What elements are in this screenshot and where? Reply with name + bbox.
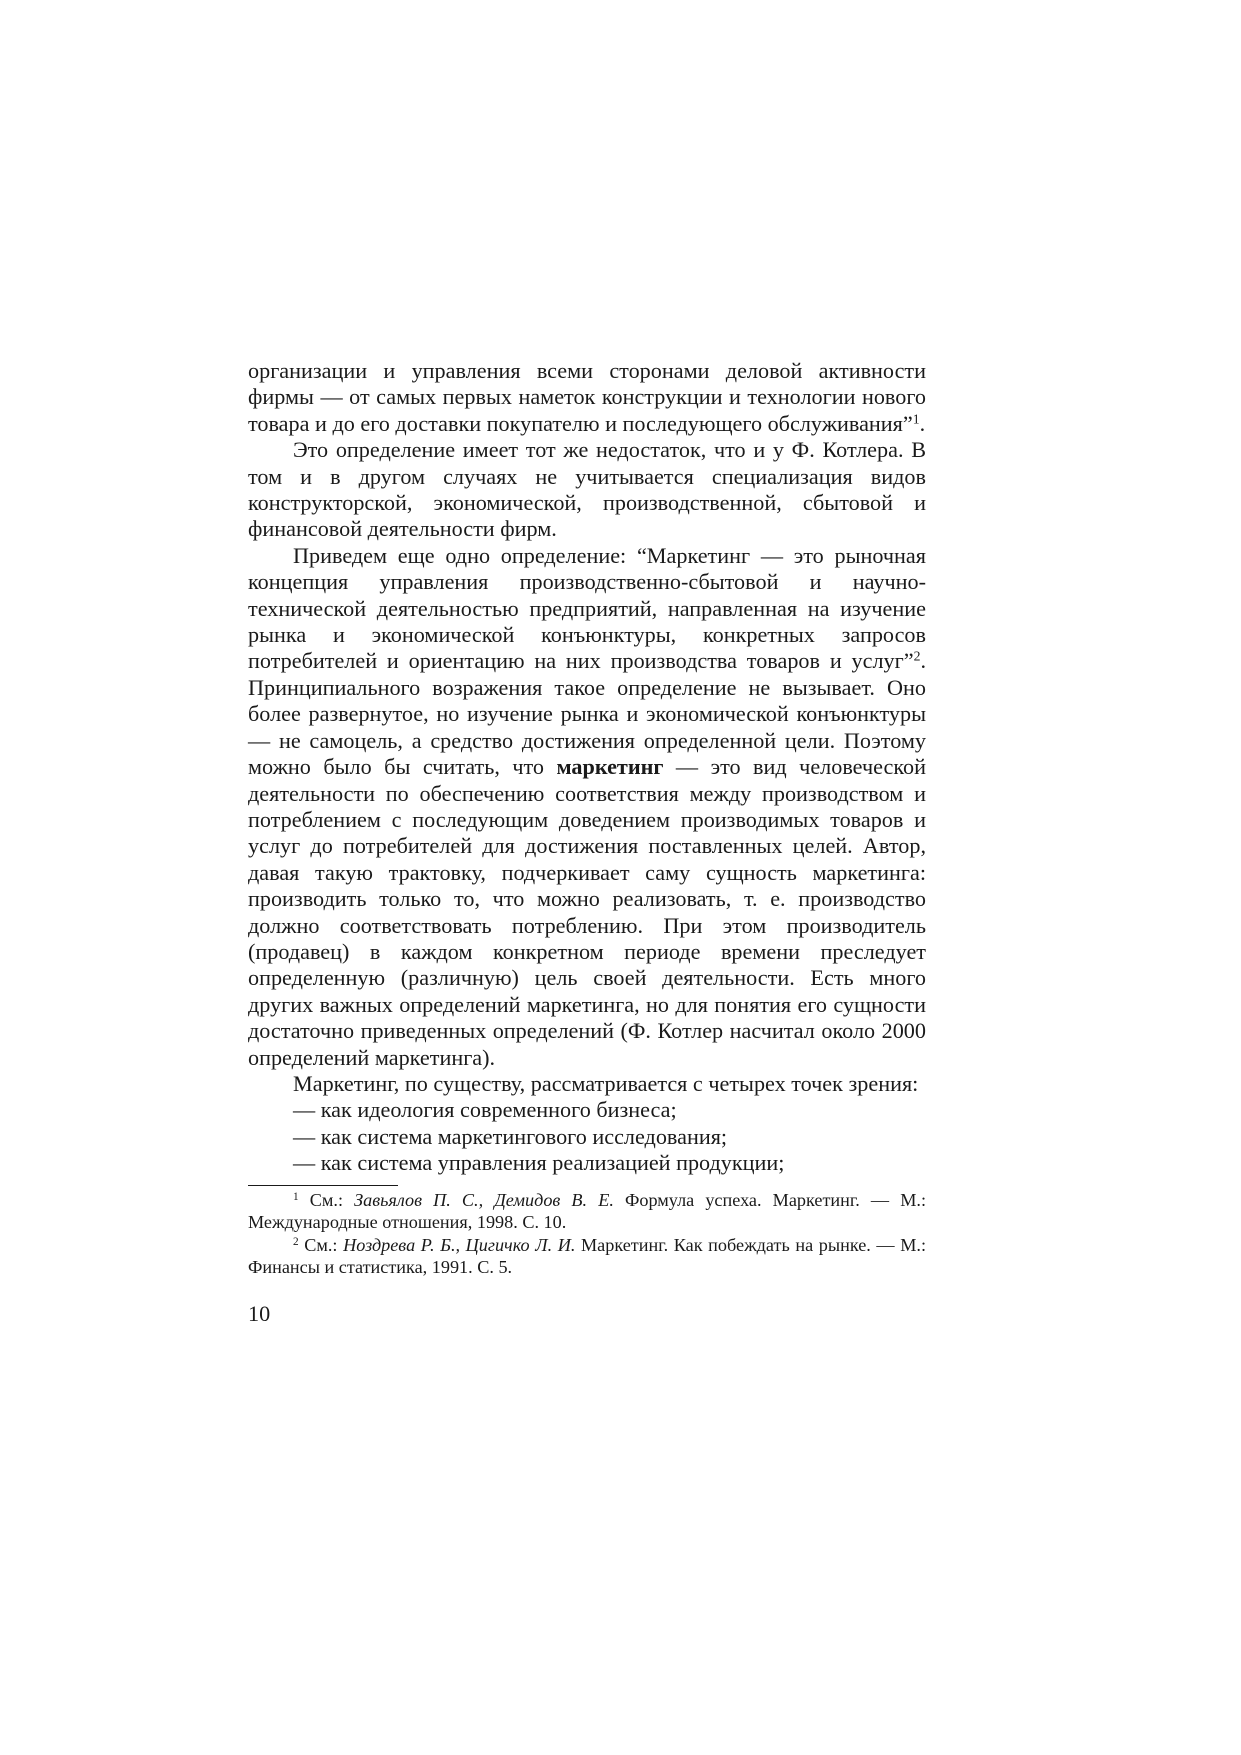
footnote-prefix: См.: [298,1234,344,1255]
footnote-divider [248,1185,398,1186]
main-text [248,358,926,1177]
footnote-ref-2: 2 [913,648,921,664]
paragraph-2: Это определение имеет тот же недостаток, что и у Ф. Котлера. В том и в другом случаях не учитывается специализация видов конструкторской, экономической, производственной, сбытовой и финансовой деятельности фирм. [248,437,926,542]
list-item: — как система управления реализацией продукции; [293,1150,785,1176]
paragraph-3-middle: . Принципиального возражения такое определение не вызывает. Оно более развернутое, но изучение рынка и экономической конъюнктуры — не самоцель, а средство достижения определенной цели. Поэтому можно было бы считать, что [248,648,926,780]
book-page [248,358,926,1327]
footnote-source: Маркетинг. Как побеждать на рынке. — М.: Финансы и статистика, 1991. С. 5. [248,1234,926,1278]
footnote-2 [248,1234,926,1279]
footnotes [248,1189,926,1279]
paragraph-3-start: Приведем еще одно определение: “Маркетинг — это рыночная концепция управления производственно-сбытовой и научно-технической деятельностью предприятий, направленная на изучение рынка и экономической конъюнктуры, конкретных запросов потребителей и ориентацию на них производства товаров и услуг” [248,542,926,674]
footnote-mark: 2 [293,1235,299,1248]
term-marketing: маркетинг [556,754,664,780]
viewpoints-list [248,1097,926,1176]
paragraph-3-end: — это вид человеческой деятельности по обеспечению соответствия между производством и потреблением с последующим доведением производимых товаров и услуг до потребителей для достижения поставленных целей. Автор, давая такую трактовку, подчеркивает саму сущность маркетинга: производить только то, что можно реализовать, т. е. производство должно соответствовать потреблению. При этом производитель (продавец) в каждом конкретном периоде времени преследует определенную (различную) цель своей деятельности. Есть много других важных определений маркетинга, но для понятия его сущности достаточно приведенных определений (Ф. Котлер насчитал около 2000 определений маркетинга). [248,754,927,1070]
paragraph-4: Маркетинг, по существу, рассматривается с четырех точек зрения: [293,1070,919,1096]
footnote-authors: Завьялов П. С., Демидов В. Е. [354,1189,614,1210]
footnote-source: Формула успеха. Маркетинг. — М.: Международные отношения, 1998. С. 10. [248,1189,927,1233]
footnote-authors: Ноздрева Р. Б., Цигичко Л. И. [343,1234,576,1255]
paragraph-1 [248,358,926,437]
footnote-ref-1: 1 [912,411,920,427]
list-item: — как система маркетингового исследования; [293,1123,728,1149]
paragraph-3 [248,543,926,1071]
page-number: 10 [248,1300,271,1326]
footnote-prefix: См.: [298,1189,355,1210]
footnote-mark: 1 [293,1190,299,1203]
footnote-1 [248,1189,926,1234]
paragraph-1-end: . [919,410,926,436]
list-item: — как идеология современного бизнеса; [293,1097,677,1123]
paragraph-1-text: организации и управления всеми сторонами деловой активности фирмы — от самых первых наметок конструкции и технологии нового товара и до его доставки покупателю и последующего обслуживания” [248,358,926,436]
